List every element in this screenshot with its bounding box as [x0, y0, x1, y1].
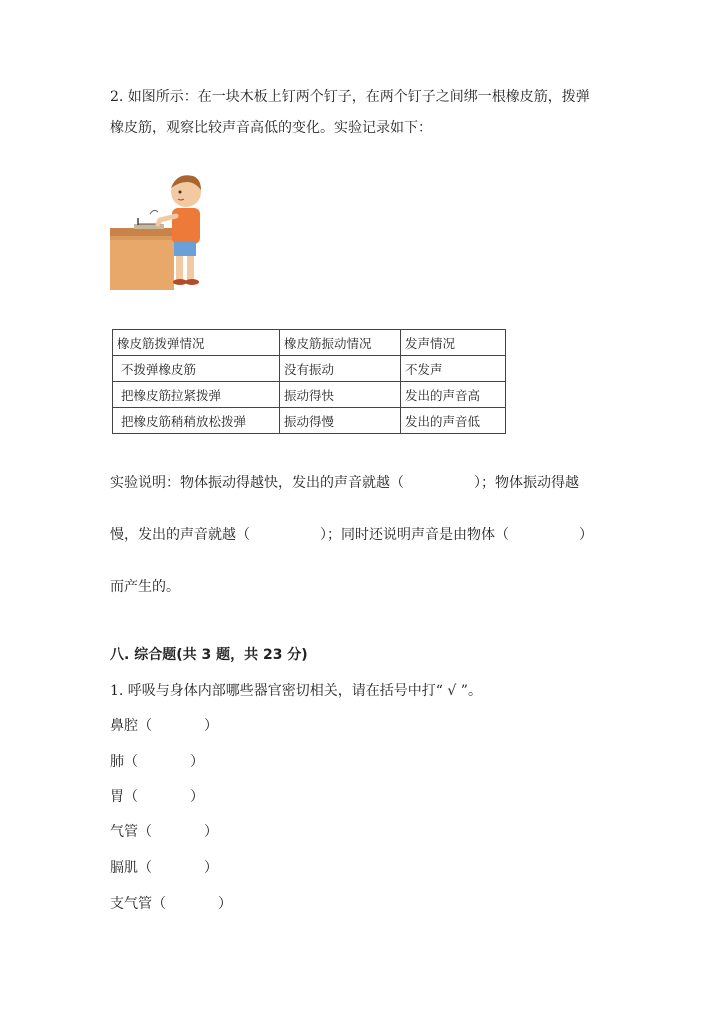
- paren-close: ）: [218, 896, 232, 912]
- organ-name: 气管: [110, 824, 138, 840]
- table-cell: 振动得快: [280, 382, 401, 408]
- explanation-text: ）；物体振动得越: [474, 475, 579, 491]
- organ-name: 膈肌: [110, 860, 138, 876]
- paren-open: （: [138, 824, 152, 840]
- table-header-row: [113, 330, 506, 356]
- organ-item: [110, 716, 218, 736]
- paren-close: ）: [190, 789, 204, 805]
- section-8-question-1: 1. 呼吸与身体内部哪些器官密切相关，请在括号中打“ √ ”。: [110, 683, 482, 699]
- organ-item: [110, 894, 232, 914]
- organ-name: 肺: [110, 754, 124, 770]
- paren-open: （: [138, 718, 152, 734]
- paren-close: ）: [204, 824, 218, 840]
- question-2-line-2: 橡皮筋，观察比较声音高低的变化。实验记录如下：: [110, 120, 432, 136]
- table-header-cell: 橡皮筋振动情况: [280, 330, 401, 356]
- paren-open: （: [124, 789, 138, 805]
- organ-name: 支气管: [110, 896, 152, 912]
- organ-item: [110, 822, 218, 842]
- explanation-line-3: 而产生的。: [110, 579, 180, 595]
- explanation-text: 慢，发出的声音就越（: [110, 527, 250, 543]
- table-header-cell: 橡皮筋拨弹情况: [113, 330, 280, 356]
- paren-open: （: [124, 754, 138, 770]
- paren-open: （: [138, 860, 152, 876]
- organ-item: [110, 787, 204, 807]
- organ-item: [110, 858, 218, 878]
- paren-close: ）: [204, 718, 218, 734]
- paren-open: （: [152, 896, 166, 912]
- experiment-record-table: [112, 329, 506, 434]
- table-cell: 发出的声音低: [401, 408, 506, 434]
- boy-plucking-rubber-band-illustration: [110, 170, 204, 292]
- organ-item: [110, 752, 204, 772]
- explanation-line-2: [110, 525, 593, 545]
- table-cell: 不拨弹橡皮筋: [113, 356, 280, 382]
- explanation-text: ）；同时还说明声音是由物体（: [320, 527, 509, 543]
- paren-close: ）: [190, 754, 204, 770]
- table-row: [113, 408, 506, 434]
- table-cell: 不发声: [401, 356, 506, 382]
- table-header-cell: 发声情况: [401, 330, 506, 356]
- explanation-text: 实验说明：物体振动得越快，发出的声音就越（: [110, 475, 404, 491]
- question-2-line-1: 2. 如图所示：在一块木板上钉两个钉子，在两个钉子之间绑一根橡皮筋，拨弹: [110, 89, 590, 105]
- table-row: [113, 356, 506, 382]
- explanation-text: ）: [579, 527, 593, 543]
- table-cell: 把橡皮筋拉紧拨弹: [113, 382, 280, 408]
- table-cell: 把橡皮筋稍稍放松拨弹: [113, 408, 280, 434]
- organ-name: 鼻腔: [110, 718, 138, 734]
- table-cell: 发出的声音高: [401, 382, 506, 408]
- organ-name: 胃: [110, 789, 124, 805]
- table-row: [113, 382, 506, 408]
- paren-close: ）: [204, 860, 218, 876]
- table-cell: 没有振动: [280, 356, 401, 382]
- table-cell: 振动得慢: [280, 408, 401, 434]
- explanation-line-1: [110, 473, 579, 493]
- section-8-title: 八. 综合题(共 3 题，共 23 分): [110, 647, 308, 663]
